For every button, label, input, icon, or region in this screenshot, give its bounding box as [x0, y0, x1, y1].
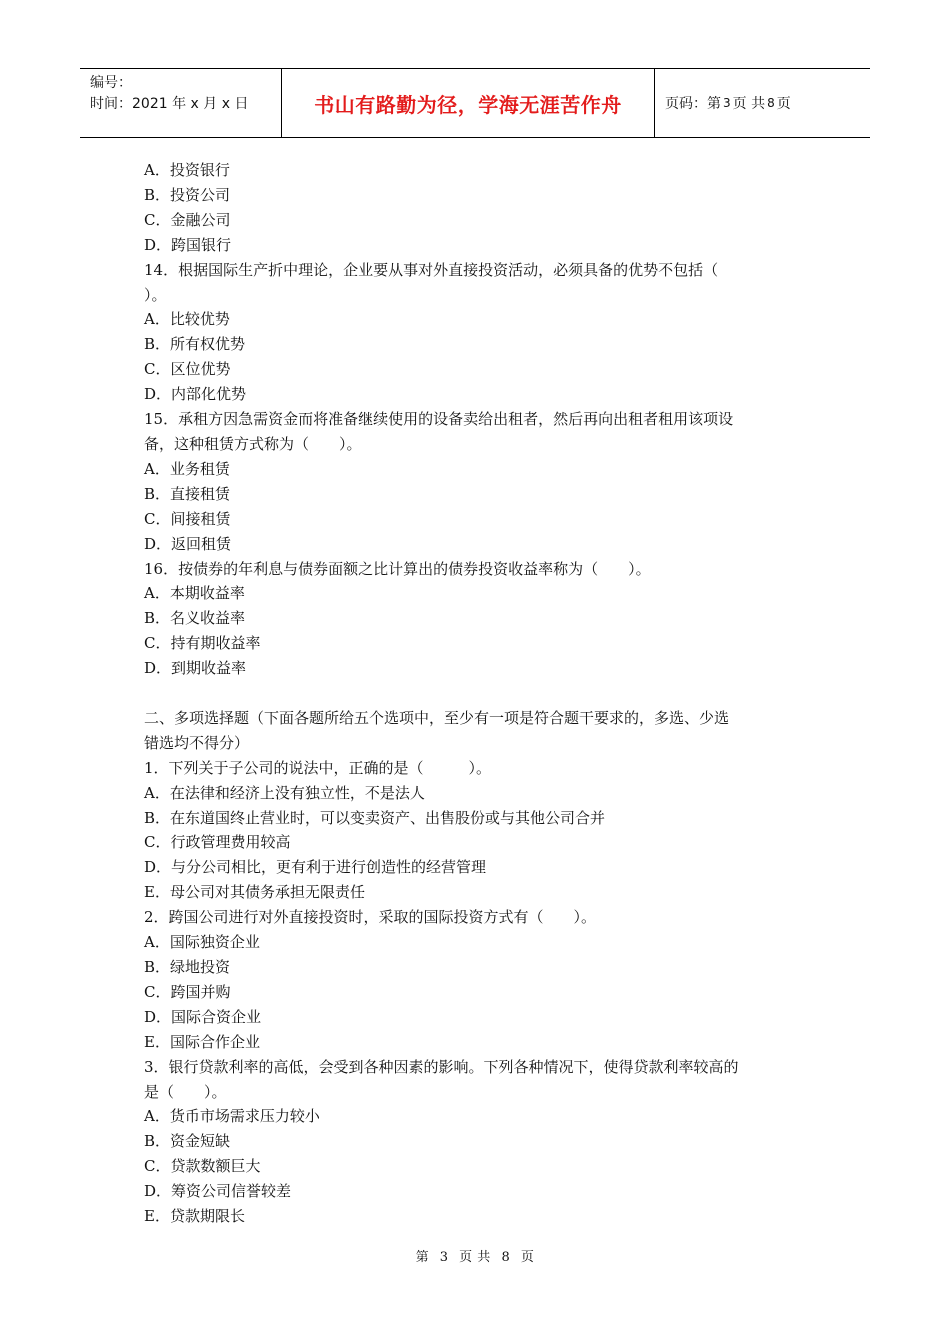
- blank-line: [144, 681, 814, 706]
- text-line: C．持有期收益率: [144, 634, 261, 653]
- text-line: A．比较优势: [144, 310, 230, 329]
- text-line: A．本期收益率: [144, 584, 245, 603]
- header-page-mid: 页 共: [732, 96, 766, 112]
- footer-suffix: 页: [520, 1250, 535, 1265]
- text-line: 错选均不得分）: [144, 733, 250, 752]
- footer-page-current: 3: [439, 1250, 449, 1265]
- text-line: 是（ ）。: [144, 1082, 227, 1101]
- text-line: B．投资公司: [144, 185, 231, 204]
- text-line: D．国际合资企业: [144, 1007, 262, 1026]
- text-line: D．跨国银行: [144, 235, 232, 254]
- text-line: 3．银行贷款利率的高低，会受到各种因素的影响。下列各种情况下，使得贷款利率较高的: [144, 1057, 739, 1076]
- footer-page-total: 8: [501, 1250, 511, 1265]
- text-line: D．与分公司相比，更有利于进行创造性的经营管理: [144, 858, 487, 877]
- text-line: B．绿地投资: [144, 957, 231, 976]
- text-line: 2．跨国公司进行对外直接投资时，采取的国际投资方式有（ ）。: [144, 908, 597, 927]
- text-line: 二、多项选择题（下面各题所给五个选项中，至少有一项是符合题干要求的，多选、少选: [144, 708, 730, 727]
- text-line: B．资金短缺: [144, 1132, 231, 1151]
- text-line: D．筹资公司信誉较差: [144, 1182, 292, 1201]
- text-line: D．返回租赁: [144, 534, 232, 553]
- page-footer: [0, 1246, 950, 1265]
- text-line: C．跨国并购: [144, 982, 231, 1001]
- text-line: C．金融公司: [144, 210, 231, 229]
- header-meta: [80, 69, 282, 137]
- text-line: C．间接租赁: [144, 509, 231, 528]
- text-line: B．所有权优势: [144, 335, 246, 354]
- text-line: 16．按债券的年利息与债券面额之比计算出的债券投资收益率称为（ ）。: [144, 559, 651, 578]
- footer-mid: 页 共: [459, 1250, 491, 1265]
- header-page-current: 3: [723, 96, 731, 110]
- header-page-total: 8: [767, 96, 775, 110]
- text-line: B．名义收益率: [144, 609, 246, 628]
- text-line: E．贷款期限长: [144, 1207, 245, 1226]
- text-line: 14．根据国际生产折中理论，企业要从事对外直接投资活动，必须具备的优势不包括（: [144, 260, 719, 279]
- text-line: E．国际合作企业: [144, 1032, 260, 1051]
- text-line: D．到期收益率: [144, 659, 247, 678]
- text-line: C．区位优势: [144, 360, 231, 379]
- header-page-indicator: [655, 69, 870, 137]
- footer-prefix: 第: [415, 1250, 430, 1265]
- text-line: A．货币市场需求压力较小: [144, 1107, 320, 1126]
- text-line: 备，这种租赁方式称为（ ）。: [144, 434, 362, 453]
- document-number-label: 编号：: [90, 75, 132, 91]
- text-line: C．贷款数额巨大: [144, 1157, 261, 1176]
- text-line: A．在法律和经济上没有独立性，不是法人: [144, 783, 425, 802]
- text-line: 15．承租方因急需资金而将准备继续使用的设备卖给出租者，然后再向出租者租用该项设: [144, 410, 734, 429]
- text-line: E．母公司对其债务承担无限责任: [144, 883, 365, 902]
- text-line: B．直接租赁: [144, 484, 231, 503]
- text-line: ）。: [144, 285, 167, 304]
- text-line: C．行政管理费用较高: [144, 833, 291, 852]
- header-page-prefix: 页码：第: [665, 96, 721, 112]
- header-motto: 书山有路勤为径，学海无涯苦作舟: [314, 92, 622, 117]
- document-time-label: 时间：2021 年 x 月 x 日: [90, 96, 249, 112]
- page-header: [80, 68, 870, 138]
- text-line: A．国际独资企业: [144, 933, 260, 952]
- text-line: A．投资银行: [144, 161, 230, 179]
- text-line: 1．下列关于子公司的说法中，正确的是（ ）。: [144, 758, 492, 777]
- text-line: A．业务租赁: [144, 459, 230, 478]
- header-motto-cell: [282, 69, 655, 137]
- text-line: D．内部化优势: [144, 385, 247, 404]
- question-content: [144, 158, 814, 1229]
- header-page-suffix: 页: [776, 96, 791, 112]
- text-line: B．在东道国终止营业时，可以变卖资产、出售股份或与其他公司合并: [144, 808, 606, 827]
